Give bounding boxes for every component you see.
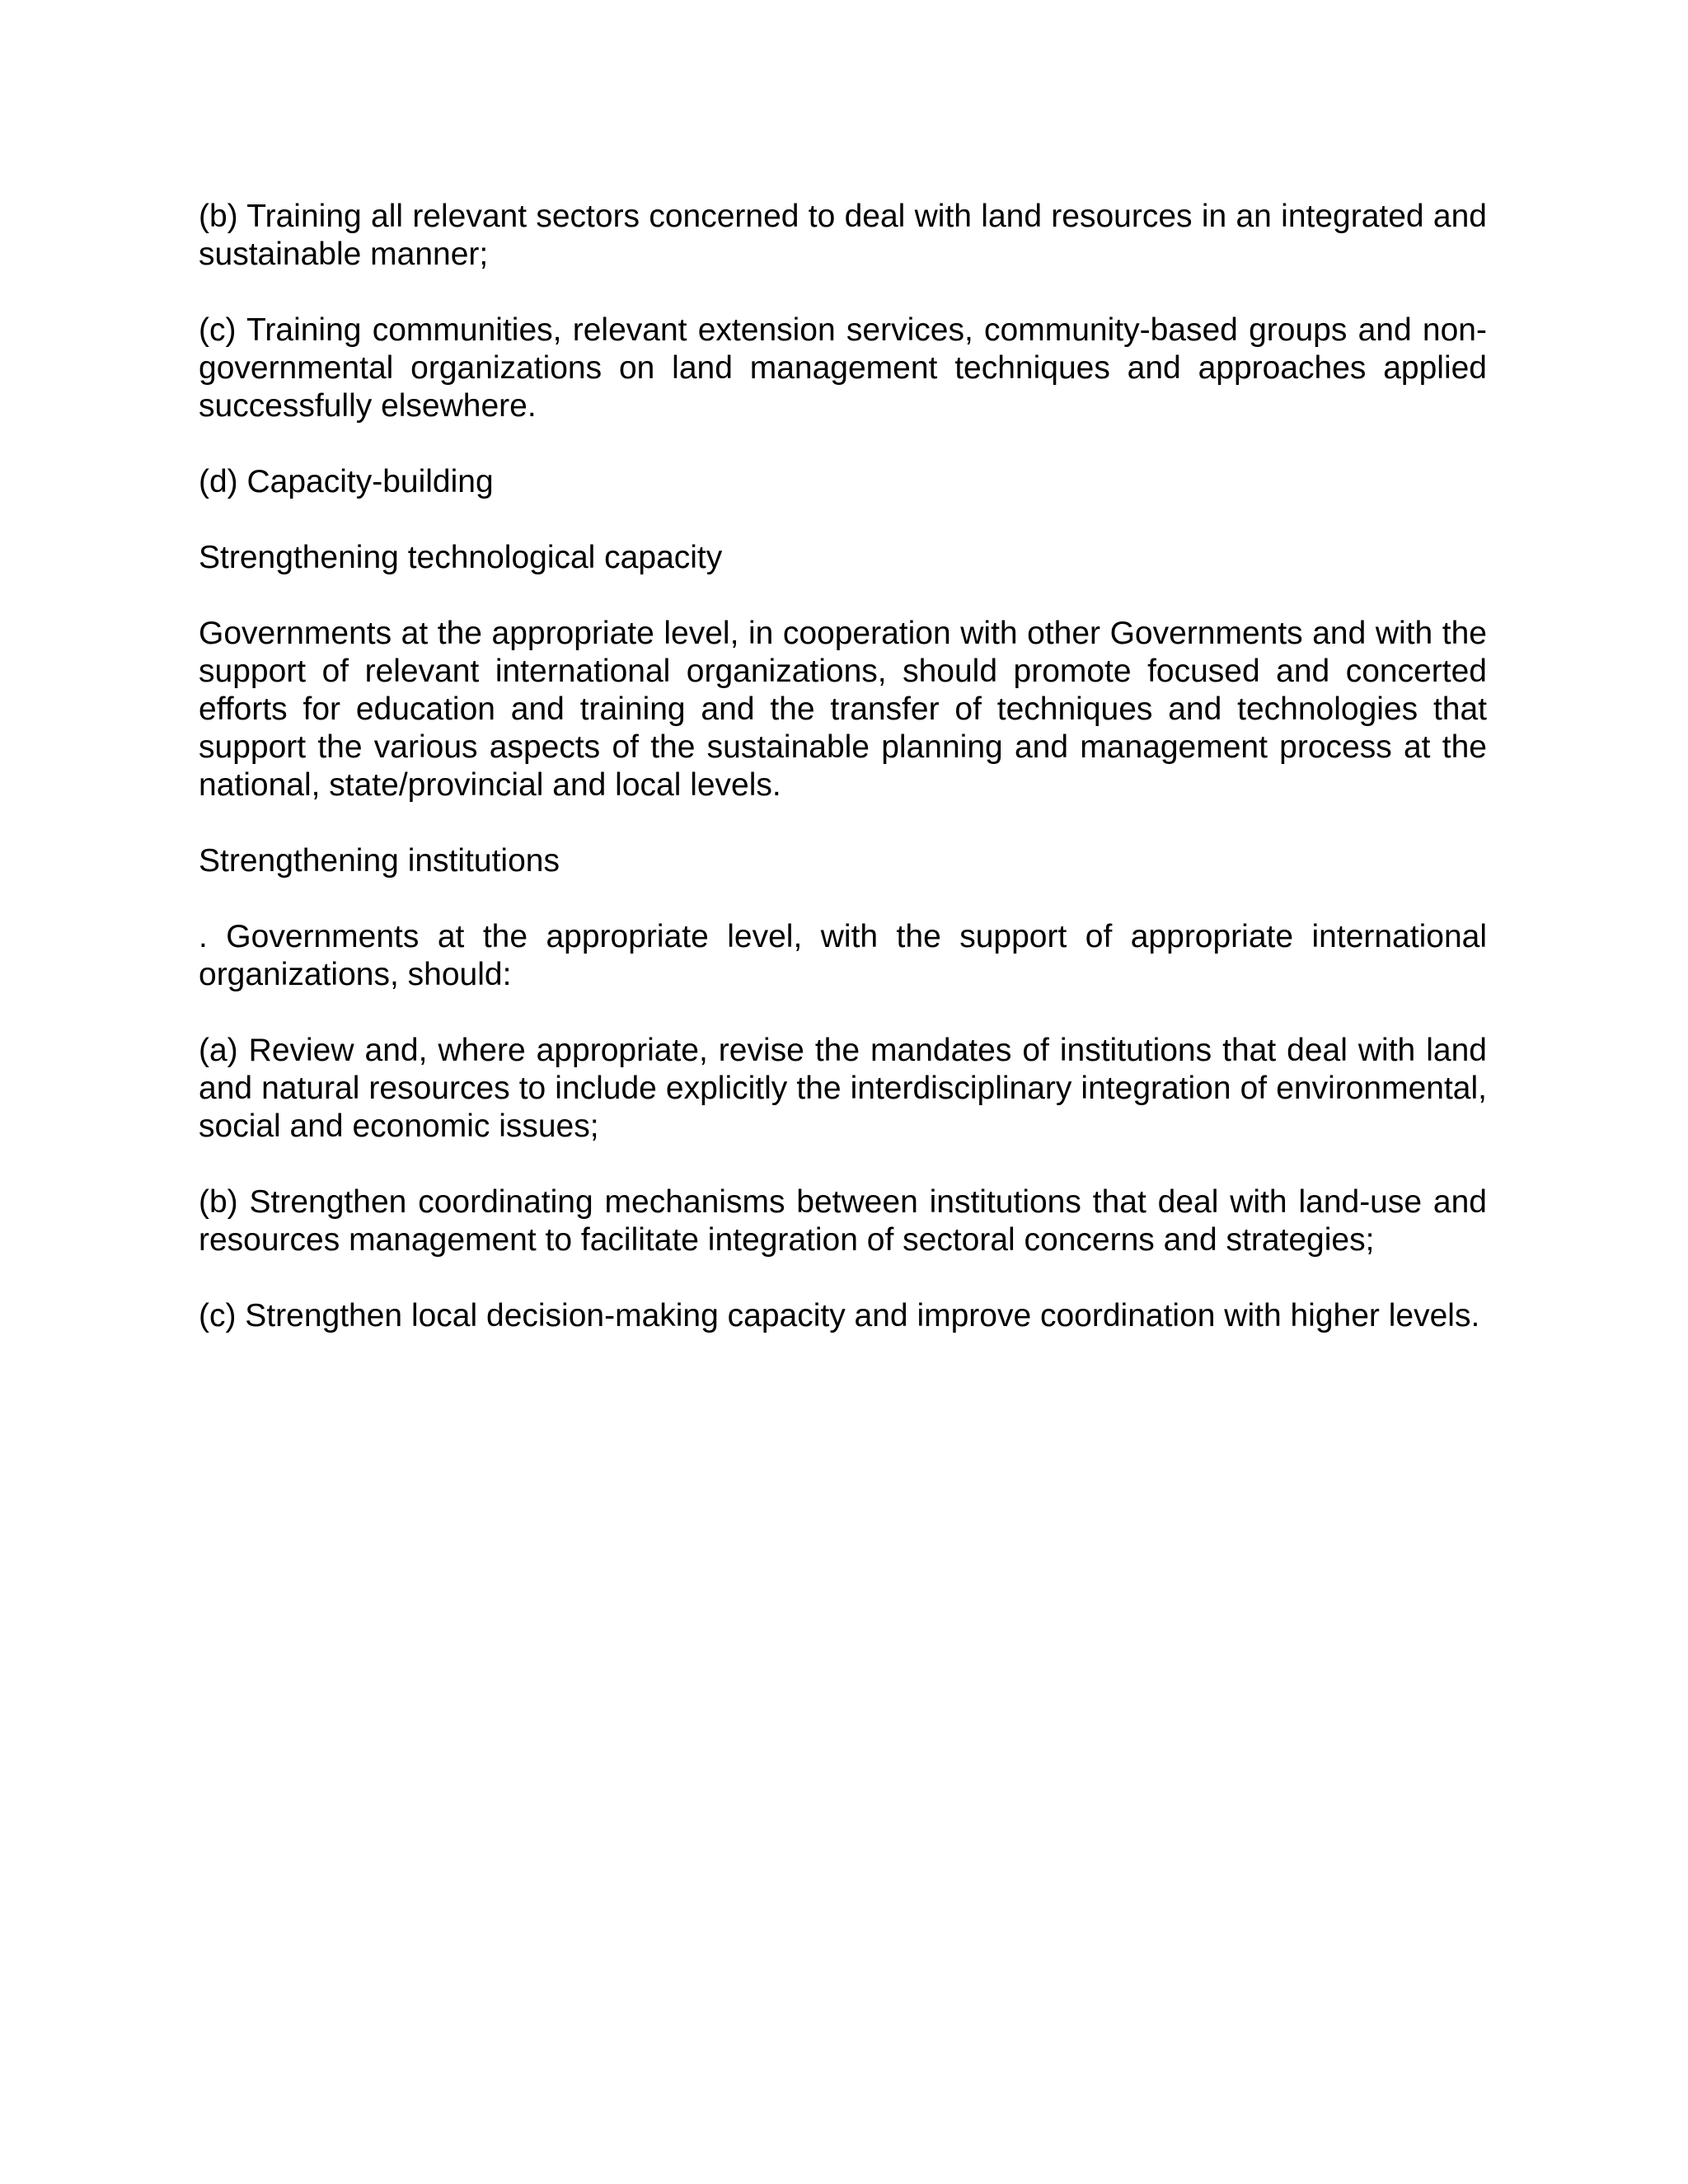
paragraph-review-mandates: (a) Review and, where appropriate, revise the mandates of institutions that deal with land and natural resources to include explicitly the interdisciplinary integration of environmental, social and economic issues; <box>199 1033 1487 1144</box>
paragraph-governments-should: . Governments at the appropriate level, with the support of appropriate international organizations, should: <box>199 919 1487 992</box>
subheading-technological-capacity: Strengthening technological capacity <box>199 540 723 575</box>
paragraph-governments-cooperation: Governments at the appropriate level, in cooperation with other Governments and with the support of relevant international organizations, should promote focused and concerted efforts for education and training and the transfer of techniques and technologies that support the various aspects of the sustainable planning and management process at the national, state/provincial and local levels. <box>199 616 1487 803</box>
paragraph-training-sectors: (b) Training all relevant sectors concerned to deal with land resources in an integrated and sustainable manner; <box>199 199 1487 272</box>
subheading-strengthening-institutions: Strengthening institutions <box>199 843 560 879</box>
paragraph-coordinating-mechanisms: (b) Strengthen coordinating mechanisms between institutions that deal with land-use and resources management to facilitate integration of sectoral concerns and strategies; <box>199 1184 1487 1258</box>
section-heading-capacity-building: (d) Capacity-building <box>199 464 494 499</box>
paragraph-local-decision-making: (c) Strengthen local decision-making capacity and improve coordination with higher levels. <box>199 1298 1480 1333</box>
paragraph-training-communities: (c) Training communities, relevant extension services, community-based groups and non-governmental organizations on land management techniques and approaches applied successfully elsewhere. <box>199 312 1487 424</box>
document-body <box>199 198 1487 1373</box>
